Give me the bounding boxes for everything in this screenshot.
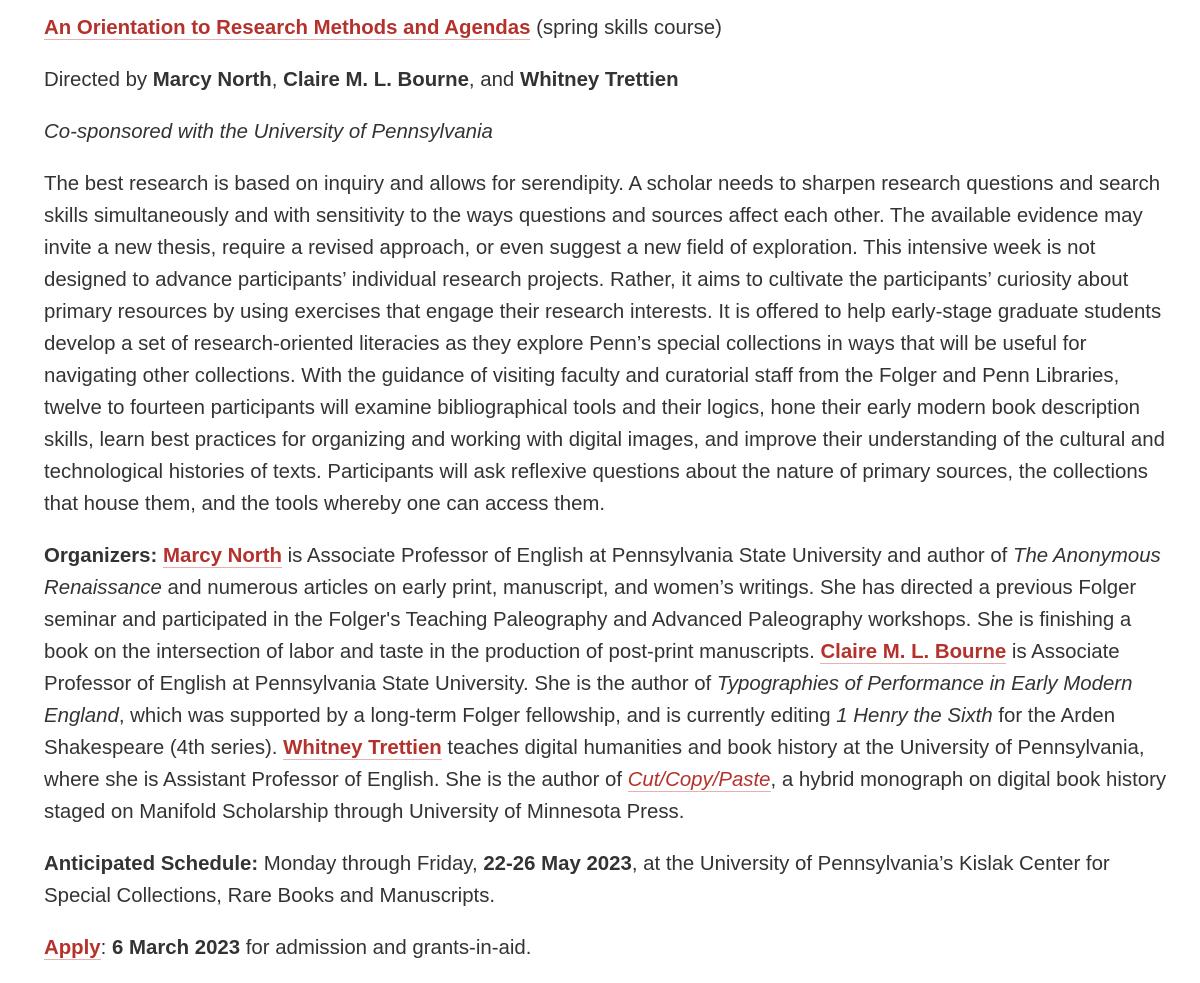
organizer-bio-text: and numerous articles on early print, manuscript, and women’s writings. She has directed a previous Folger seminar and participated in the Folger's Teaching Paleography and Advanced Paleography workshops. She is finishing a book on the intersection of labor and taste in the production of post-print manuscripts. xyxy=(44,577,1137,663)
director-name-trettien: Whitney Trettien xyxy=(519,69,679,91)
edition-title-henry-sixth: 1 Henry the Sixth xyxy=(836,705,993,727)
directors-prefix: Directed by xyxy=(44,69,153,91)
cosponsor-text: Co-sponsored with the University of Pennsylvania xyxy=(44,121,493,143)
course-title-line xyxy=(44,12,1172,44)
schedule-label: Anticipated Schedule: xyxy=(44,853,259,875)
organizer-bio-text: , which was supported by a long-term Folger fellowship, and is currently editing xyxy=(118,705,837,727)
organizer-link-trettien[interactable]: Whitney Trettien xyxy=(283,737,442,759)
director-name-bourne: Claire M. L. Bourne xyxy=(283,69,469,91)
book-title-typographies: Typographies of Performance in Early Modern England xyxy=(44,673,1133,727)
directors-separator: , and xyxy=(468,69,520,91)
organizer-link-bourne[interactable]: Claire M. L. Bourne xyxy=(820,641,1007,663)
course-title-link[interactable]: An Orientation to Research Methods and Agendas xyxy=(44,17,531,39)
organizer-bio-text: is Associate Professor of English at Pennsylvania State University. She is the author of xyxy=(44,641,1120,695)
organizers-label: Organizers: xyxy=(44,545,158,567)
organizer-bio-text: teaches digital humanities and book history at the University of Pennsylvania, where she is Assistant Professor of English. She is the author of xyxy=(44,737,1145,791)
apply-deadline: 6 March 2023 xyxy=(112,937,241,959)
directors-separator: , xyxy=(271,69,284,91)
organizer-bio-text: for the Arden Shakespeare (4th series). xyxy=(44,705,1116,759)
organizer-bio-text: , a hybrid monograph on digital book history staged on Manifold Scholarship through University of Minnesota Press. xyxy=(44,769,1167,823)
cosponsor-line xyxy=(44,116,1172,148)
course-type-label: (spring skills course) xyxy=(530,17,722,39)
apply-text: for admission and grants-in-aid. xyxy=(240,937,532,959)
director-name-north: Marcy North xyxy=(152,69,272,91)
course-description: The best research is based on inquiry and allows for serendipity. A scholar needs to sharpen research questions and search skills simultaneously and with sensitivity to the ways questions and sources affect each other. The available evidence may invite a new thesis, require a revised approach, or even suggest a new field of exploration. This intensive week is not designed to advance participants’ individual research projects. Rather, it aims to cultivate the participants’ curiosity about primary resources by using exercises that engage their research interests. It is offered to help early-stage graduate students develop a set of research-oriented literacies as they explore Penn’s special collections in ways that will be useful for navigating other collections. With the guidance of visiting faculty and curatorial staff from the Folger and Penn Libraries, twelve to fourteen participants will examine bibliographical tools and their logics, hone their early modern book description skills, learn best practices for organizing and working with digital images, and improve their understanding of the cultural and technological histories of texts. Participants will ask reflexive questions about the nature of primary sources, the collections that house them, and the tools whereby one can access them. xyxy=(44,173,1165,515)
apply-paragraph xyxy=(44,932,1172,964)
apply-link[interactable]: Apply xyxy=(44,937,101,959)
organizer-bio-text: is Associate Professor of English at Pennsylvania State University and author of xyxy=(281,545,1014,567)
book-link-cut-copy-paste[interactable]: Cut/Copy/Paste xyxy=(627,769,771,791)
schedule-paragraph xyxy=(44,848,1172,912)
apply-colon: : xyxy=(100,937,112,959)
schedule-dates: 22-26 May 2023 xyxy=(483,853,632,875)
book-title-anonymous-renaissance: The Anonymous Renaissance xyxy=(44,545,1161,599)
schedule-text: Monday through Friday, xyxy=(258,853,484,875)
organizers-paragraph xyxy=(44,540,1172,828)
schedule-text: , at the University of Pennsylvania’s Kislak Center for Special Collections, Rare Books and Manuscripts. xyxy=(44,853,1110,907)
directors-line xyxy=(44,64,1172,96)
organizer-link-north[interactable]: Marcy North xyxy=(163,545,282,567)
